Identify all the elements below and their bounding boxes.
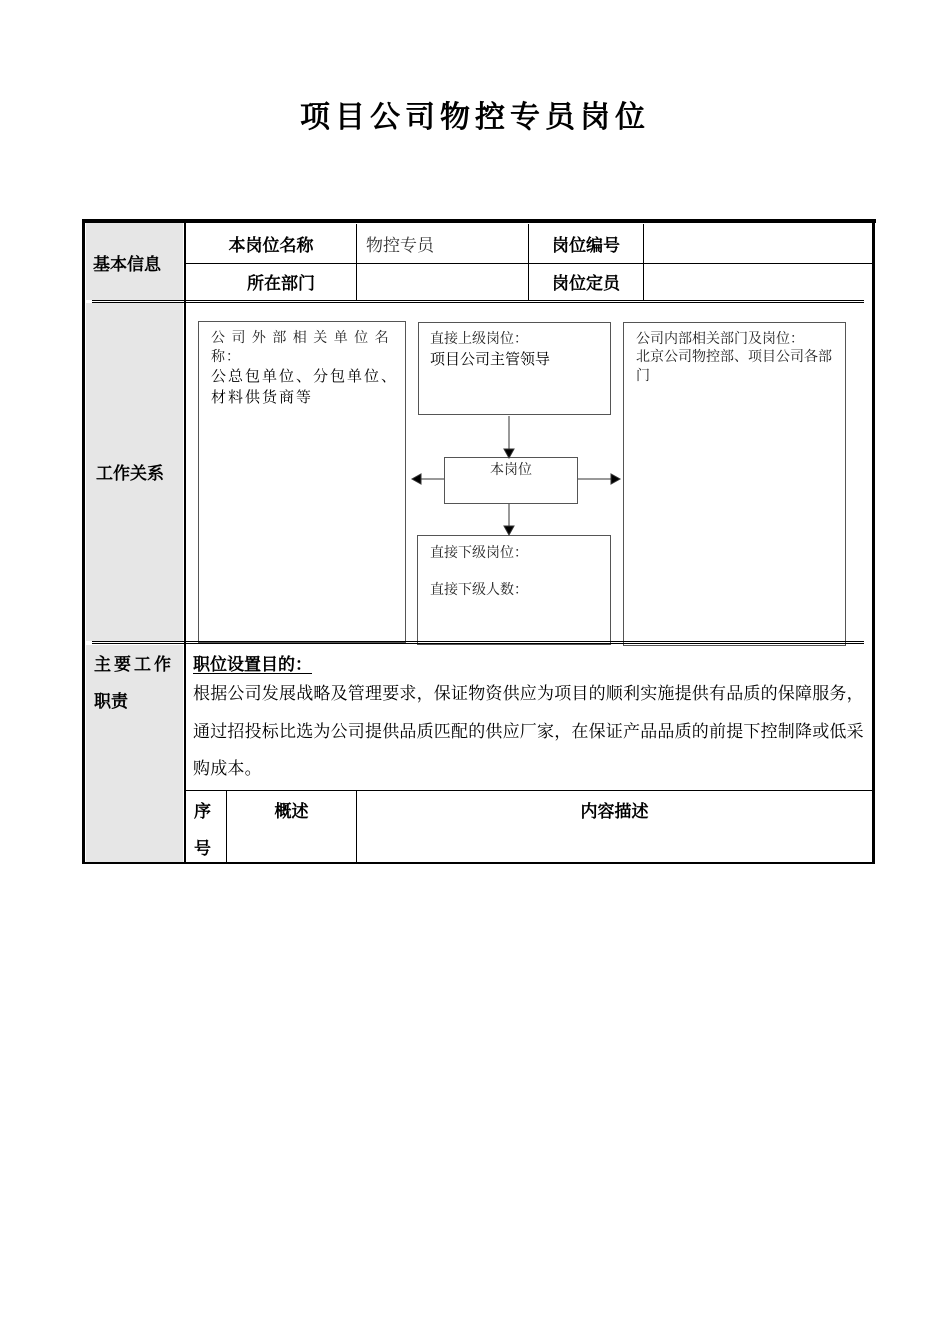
work-relations-label: 工作关系 xyxy=(96,464,164,484)
purpose-title: 职位设置目的： xyxy=(193,655,312,675)
superior-post-value: 项目公司主管领导 xyxy=(430,350,551,368)
duties-table-top xyxy=(184,790,872,791)
col-summary-header: 概述 xyxy=(274,802,309,822)
superior-post-title: 直接上级岗位： xyxy=(430,331,528,347)
arrowhead-right xyxy=(611,474,620,484)
post-code-label: 岗位编号 xyxy=(552,236,620,256)
this-post-label: 本岗位 xyxy=(490,462,532,478)
internal-departments-title: 公司内部相关部门及岗位： xyxy=(636,331,804,347)
duties-label-line-1: 主要工作 xyxy=(94,655,174,675)
col-description-header: 内容描述 xyxy=(580,802,649,822)
col-index-line-2: 号 xyxy=(194,839,211,859)
purpose-text: 根据公司发展战略及管理要求，保证物资供应为项目的顺利实施提供有品质的保障服务，通过招投标比选为公司提供品质匹配的供应厂家，在保证产品品质的前提下控制降或低采购成本。 xyxy=(193,684,864,779)
subordinate-count-label: 直接下级人数： xyxy=(430,582,528,598)
department-label: 所在部门 xyxy=(247,274,315,294)
arrowhead-left xyxy=(412,474,421,484)
section-divider-relations xyxy=(92,641,864,644)
arrowhead-down-1 xyxy=(504,449,514,458)
subordinate-post-title: 直接下级岗位： xyxy=(430,545,528,561)
internal-departments-value: 北京公司物控部、项目公司各部门 xyxy=(636,349,832,384)
duties-table-bottom xyxy=(82,862,875,864)
external-units-value: 公总包单位、分包单位、材料供货商等 xyxy=(211,367,399,406)
headcount-label: 岗位定员 xyxy=(552,274,620,294)
duties-label-line-2: 职责 xyxy=(94,692,128,712)
post-name-value: 物控专员 xyxy=(366,236,434,256)
page-title: 项目公司物控专员岗位 xyxy=(300,100,650,135)
basic-info-label: 基本信息 xyxy=(93,255,161,275)
col-index-line-1: 序 xyxy=(194,802,211,822)
post-name-label: 本岗位名称 xyxy=(228,236,314,256)
arrowhead-down-2 xyxy=(504,526,514,535)
external-units-title: 公 司 外 部 相 关 单 位 名 称： xyxy=(211,330,390,365)
